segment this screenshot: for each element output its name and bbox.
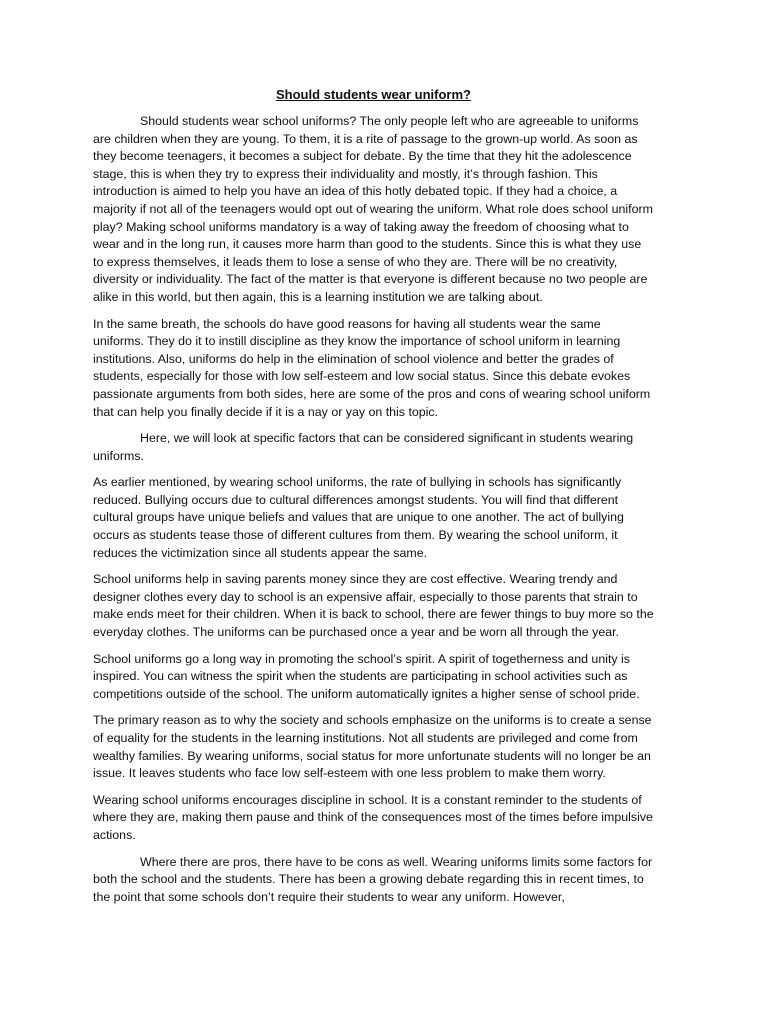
paragraph-spirit: School uniforms go a long way in promoting the school’s spirit. A spirit of togetherness and unity is inspired. You can witness the spirit when the students are participating in school activities such as competitions outside of the school. The uniform automatically ignites a higher sense of school pride. [93,651,640,701]
paragraph-discipline: Wearing school uniforms encourages discipline in school. It is a constant reminder to the students of where they are, making them pause and think of the consequences most of the times before impulsive actions. [93,792,653,842]
paragraph-bullying: As earlier mentioned, by wearing school uniforms, the rate of bullying in schools has significantly reduced. Bullying occurs due to cultural differences amongst students. You will find that different cultural groups have unique beliefs and values that are unique to one another. The act of bullying occurs as students tease those of different cultures from them. By wearing the school uniform, it reduces the victimization since all students appear the same. [93,475,624,560]
paragraph-equality: The primary reason as to why the society and schools emphasize on the uniforms is to create a sense of equality for the students in the learning institutions. Not all students are privileged and come from wealthy families. By wearing uniforms, social status for more unfortunate students will no longer be an issue. It leaves students who face low self-esteem with one less problem to make them worry. [93,713,652,781]
paragraph-cost: School uniforms help in saving parents money since they are cost effective. Wearing trendy and designer clothes every day to school is an expensive affair, especially to those parents that strain to make ends meet for their children. When it is back to school, there are fewer things to buy more so the everyday clothes. The uniforms can be purchased once a year and be worn all through the year. [93,572,654,640]
document-title: Should students wear uniform? [275,87,471,102]
paragraph-reasons: In the same breath, the schools do have good reasons for having all students wear the same uniforms. They do it to instill discipline as they know the importance of school uniform in learning institutions. Also, uniforms do help in the elimination of school violence and better the grades of students, especially for those with low self-esteem and low social status. Since this debate evokes passionate arguments from both sides, here are some of the pros and cons of wearing school uniform that can help you finally decide if it is a nay or yay on this topic. [93,316,651,419]
paragraph-intro: Should students wear school uniforms? The only people left who are agreeable to uniforms are children when they are young. To them, it is a rite of passage to the grown-up world. As soon as they become teenagers, it becomes a subject for debate. By the time that they hit the adolescence stage, this is when they try to express their individuality and mostly, it’s through fashion. This introduction is aimed to help you have an idea of this hotly debated topic. If they had a choice, a majority if not all of the teenagers would opt out of wearing the uniform. What role does school uniform play? Making school uniforms mandatory is a way of taking away the freedom of choosing what to wear and in the long run, it causes more harm than good to the students. Since this is what they use to express themselves, it leads them to lose a sense of who they are. There will be no creativity, diversity or individuality. The fact of the matter is that everyone is different because no two people are alike in this world, but then again, this is a learning institution we are talking about. [93,114,653,304]
paragraph-cons: Where there are pros, there have to be cons as well. Wearing uniforms limits some factors for both the school and the students. There has been a growing debate regarding this in recent times, to the point that some schools don’t require their students to wear any uniform. However, [93,854,653,904]
paragraph-factors: Here, we will look at specific factors that can be considered significant in students wearing uniforms. [93,431,634,463]
